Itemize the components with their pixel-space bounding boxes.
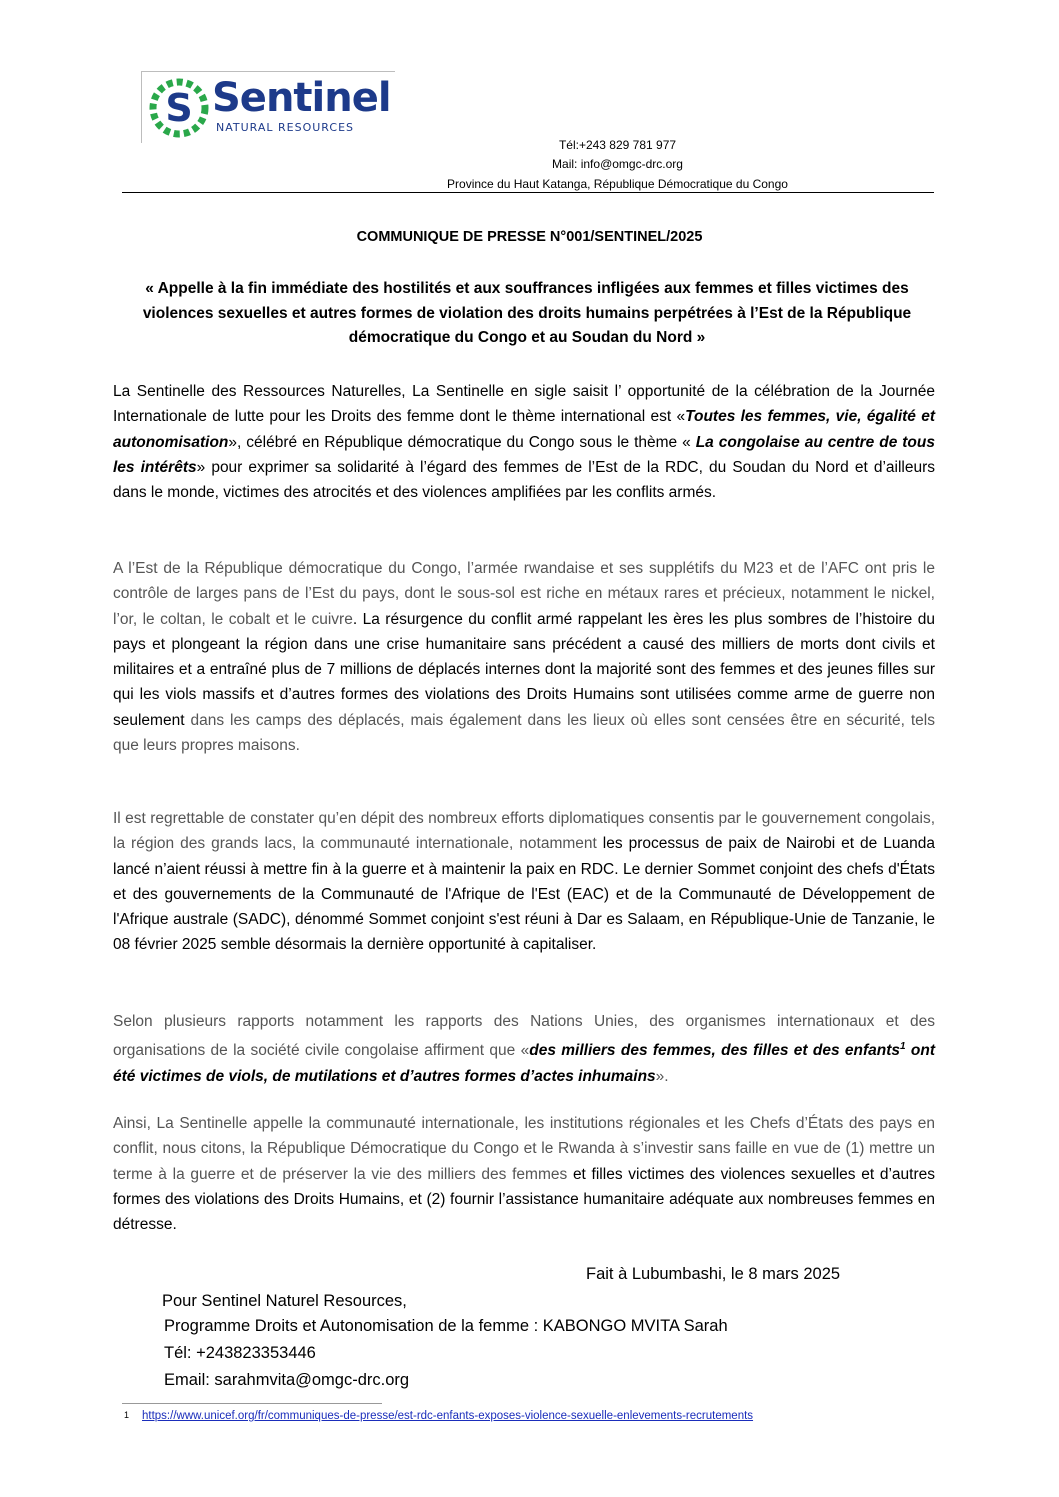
logo-brand-subtitle: NATURAL RESOURCES — [216, 121, 355, 134]
p4-quote-b: ont été victimes de viols, de mutilations et d’autres formes d’actes inhumains — [113, 1042, 936, 1085]
sentinel-emblem-icon — [145, 74, 213, 142]
p4-quote-a: des milliers des femmes, des filles et des enfants — [529, 1042, 901, 1060]
footnote-link[interactable]: https://www.unicef.org/fr/communiques-de-presse/est-rdc-enfants-exposes-violence-sexuelle-enlevements-recrutements — [142, 1410, 754, 1422]
paragraph-1 — [113, 379, 935, 505]
p2-text-black: . La résurgence du conflit armé rappelant les ères les plus sombres de l’histoire du pays et plongeant la région dans une crise humanitaire sans précédent a causé des milliers de morts dont civils et militaires et a entraîné plus de 7 millions de déplacés internes dont la majorité sont des femmes et des jeunes filles sur qui les viols massifs et d’autres formes des violations des Droits Humains sont utilisées comme arme de guerre non seulement — [113, 610, 935, 729]
paragraph-4 — [113, 1009, 935, 1089]
p1-text-b: », célébré en République démocratique du Congo sous le thème « — [228, 433, 696, 451]
signature-line-4: Email: sarahmvita@omgc-drc.org — [164, 1371, 410, 1389]
p3-text-black: les processus de paix de Nairobi et de Luanda lancé n’aient réussi à mettre fin à la guerre et à maintenir la paix en RDC. Le dernier Sommet conjoint des chefs d'États et des gouvernements de la Communauté de l'Afrique de l'Est (EAC) et de la Communauté de Développement de l'Afrique australe (SADC), dénommé Sommet conjoint s'est réuni à Dar es Salaam, en République-Unie de Tanzanie, le 08 février 2025 semble désormais la dernière opportunité à capitaliser. — [113, 835, 935, 954]
p1-text-a: La Sentinelle des Ressources Naturelles, La Sentinelle en sigle saisit l’ opportunité de la célébration de la Journée Internationale de lutte pour les Droits des femme dont le thème international est « — [113, 383, 935, 426]
p1-theme-rdc: La congolaise au centre de tous les intérêts — [113, 433, 935, 476]
p1-theme-international: Toutes les femmes, vie, égalité et autonomisation — [113, 408, 935, 451]
p5-text-gray: Ainsi, La Sentinelle appelle la communauté internationale, les institutions régionales et les Chefs d’États des pays en conflit, nous citons, la République Démocratique du Congo et le Rwanda à s’investir sans faille en vue de (1) mettre un terme à la guerre et de préserver la vie des milliers des femmes — [113, 1115, 935, 1183]
contact-mail: Mail: info@omgc-drc.org — [552, 157, 683, 171]
paragraph-2 — [113, 556, 935, 758]
footnote-number: 1 — [124, 1410, 130, 1420]
svg-text:S: S — [165, 86, 193, 130]
logo-brand-name: Sentinel — [212, 75, 391, 121]
paragraph-5 — [113, 1111, 935, 1237]
signature-line-3: Tél: +243823353446 — [164, 1344, 316, 1362]
signature-place-date: Fait à Lubumbashi, le 8 mars 2025 — [586, 1265, 841, 1283]
contact-address: Province du Haut Katanga, République Démocratique du Congo — [447, 177, 788, 191]
p5-text-black: et filles victimes des violences sexuelles et d’autres formes des violations des Droits Humains, et (2) fournir l’assistance humanitaire adéquate aux nombreuses femmes en détresse. — [113, 1165, 935, 1234]
p4-text-gray: Selon plusieurs rapports notamment les rapports des Nations Unies, des organismes internationaux et des organisations de la société civile congolaise affirment que « — [113, 1013, 935, 1060]
logo-frame-left — [141, 71, 142, 143]
footnote-divider — [122, 1403, 382, 1404]
paragraph-3 — [113, 806, 935, 958]
logo-frame-top — [141, 71, 395, 72]
p4-end: ». — [655, 1067, 669, 1085]
signature-line-1: Pour Sentinel Naturel Resources, — [162, 1292, 407, 1310]
contact-tel: Tél:+243 829 781 977 — [558, 138, 677, 152]
p2-text-gray: A l’Est de la République démocratique du Congo, l’armée rwandaise et ses supplétifs du M23 et de l’AFC ont pris le contrôle de larges pans de l’Est du pays, dont le sous-sol est riche en métaux rares et précieux, notamment le nickel, l’or, le coltan, le cobalt et le cuivre — [113, 560, 935, 628]
communique-title: COMMUNIQUE DE PRESSE N°001/SENTINEL/2025 — [356, 229, 703, 245]
p3-text-gray: Il est regrettable de constater qu’en dépit des nombreux efforts diplomatiques consentis par le gouvernement congolais, la région des grands lacs, la communauté internationale, notamment — [113, 810, 935, 853]
p1-text-c: » pour exprimer sa solidarité à l’égard des femmes de l’Est de la RDC, du Soudan du Nord et d’ailleurs dans le monde, victimes des atrocités et des violences amplifiées par les conflits armés. — [113, 458, 935, 502]
footnote-reference[interactable]: 1 — [900, 1041, 906, 1053]
header-divider — [122, 192, 934, 193]
footnote-text — [142, 1410, 753, 1422]
communique-subtitle: « Appelle à la fin immédiate des hostilités et aux souffrances infligées aux femmes et filles victimes des violences sexuelles et autres formes de violation des droits humains perpétrées à l’Est de la République démocratique du Congo et au Soudan du Nord » — [142, 280, 912, 346]
p2-text-gray-2: dans les camps des déplacés, mais également dans les lieux où elles sont censées être en sécurité, tels que leurs propres maisons. — [113, 711, 935, 755]
signature-line-2: Programme Droits et Autonomisation de la femme : KABONGO MVITA Sarah — [164, 1317, 728, 1335]
